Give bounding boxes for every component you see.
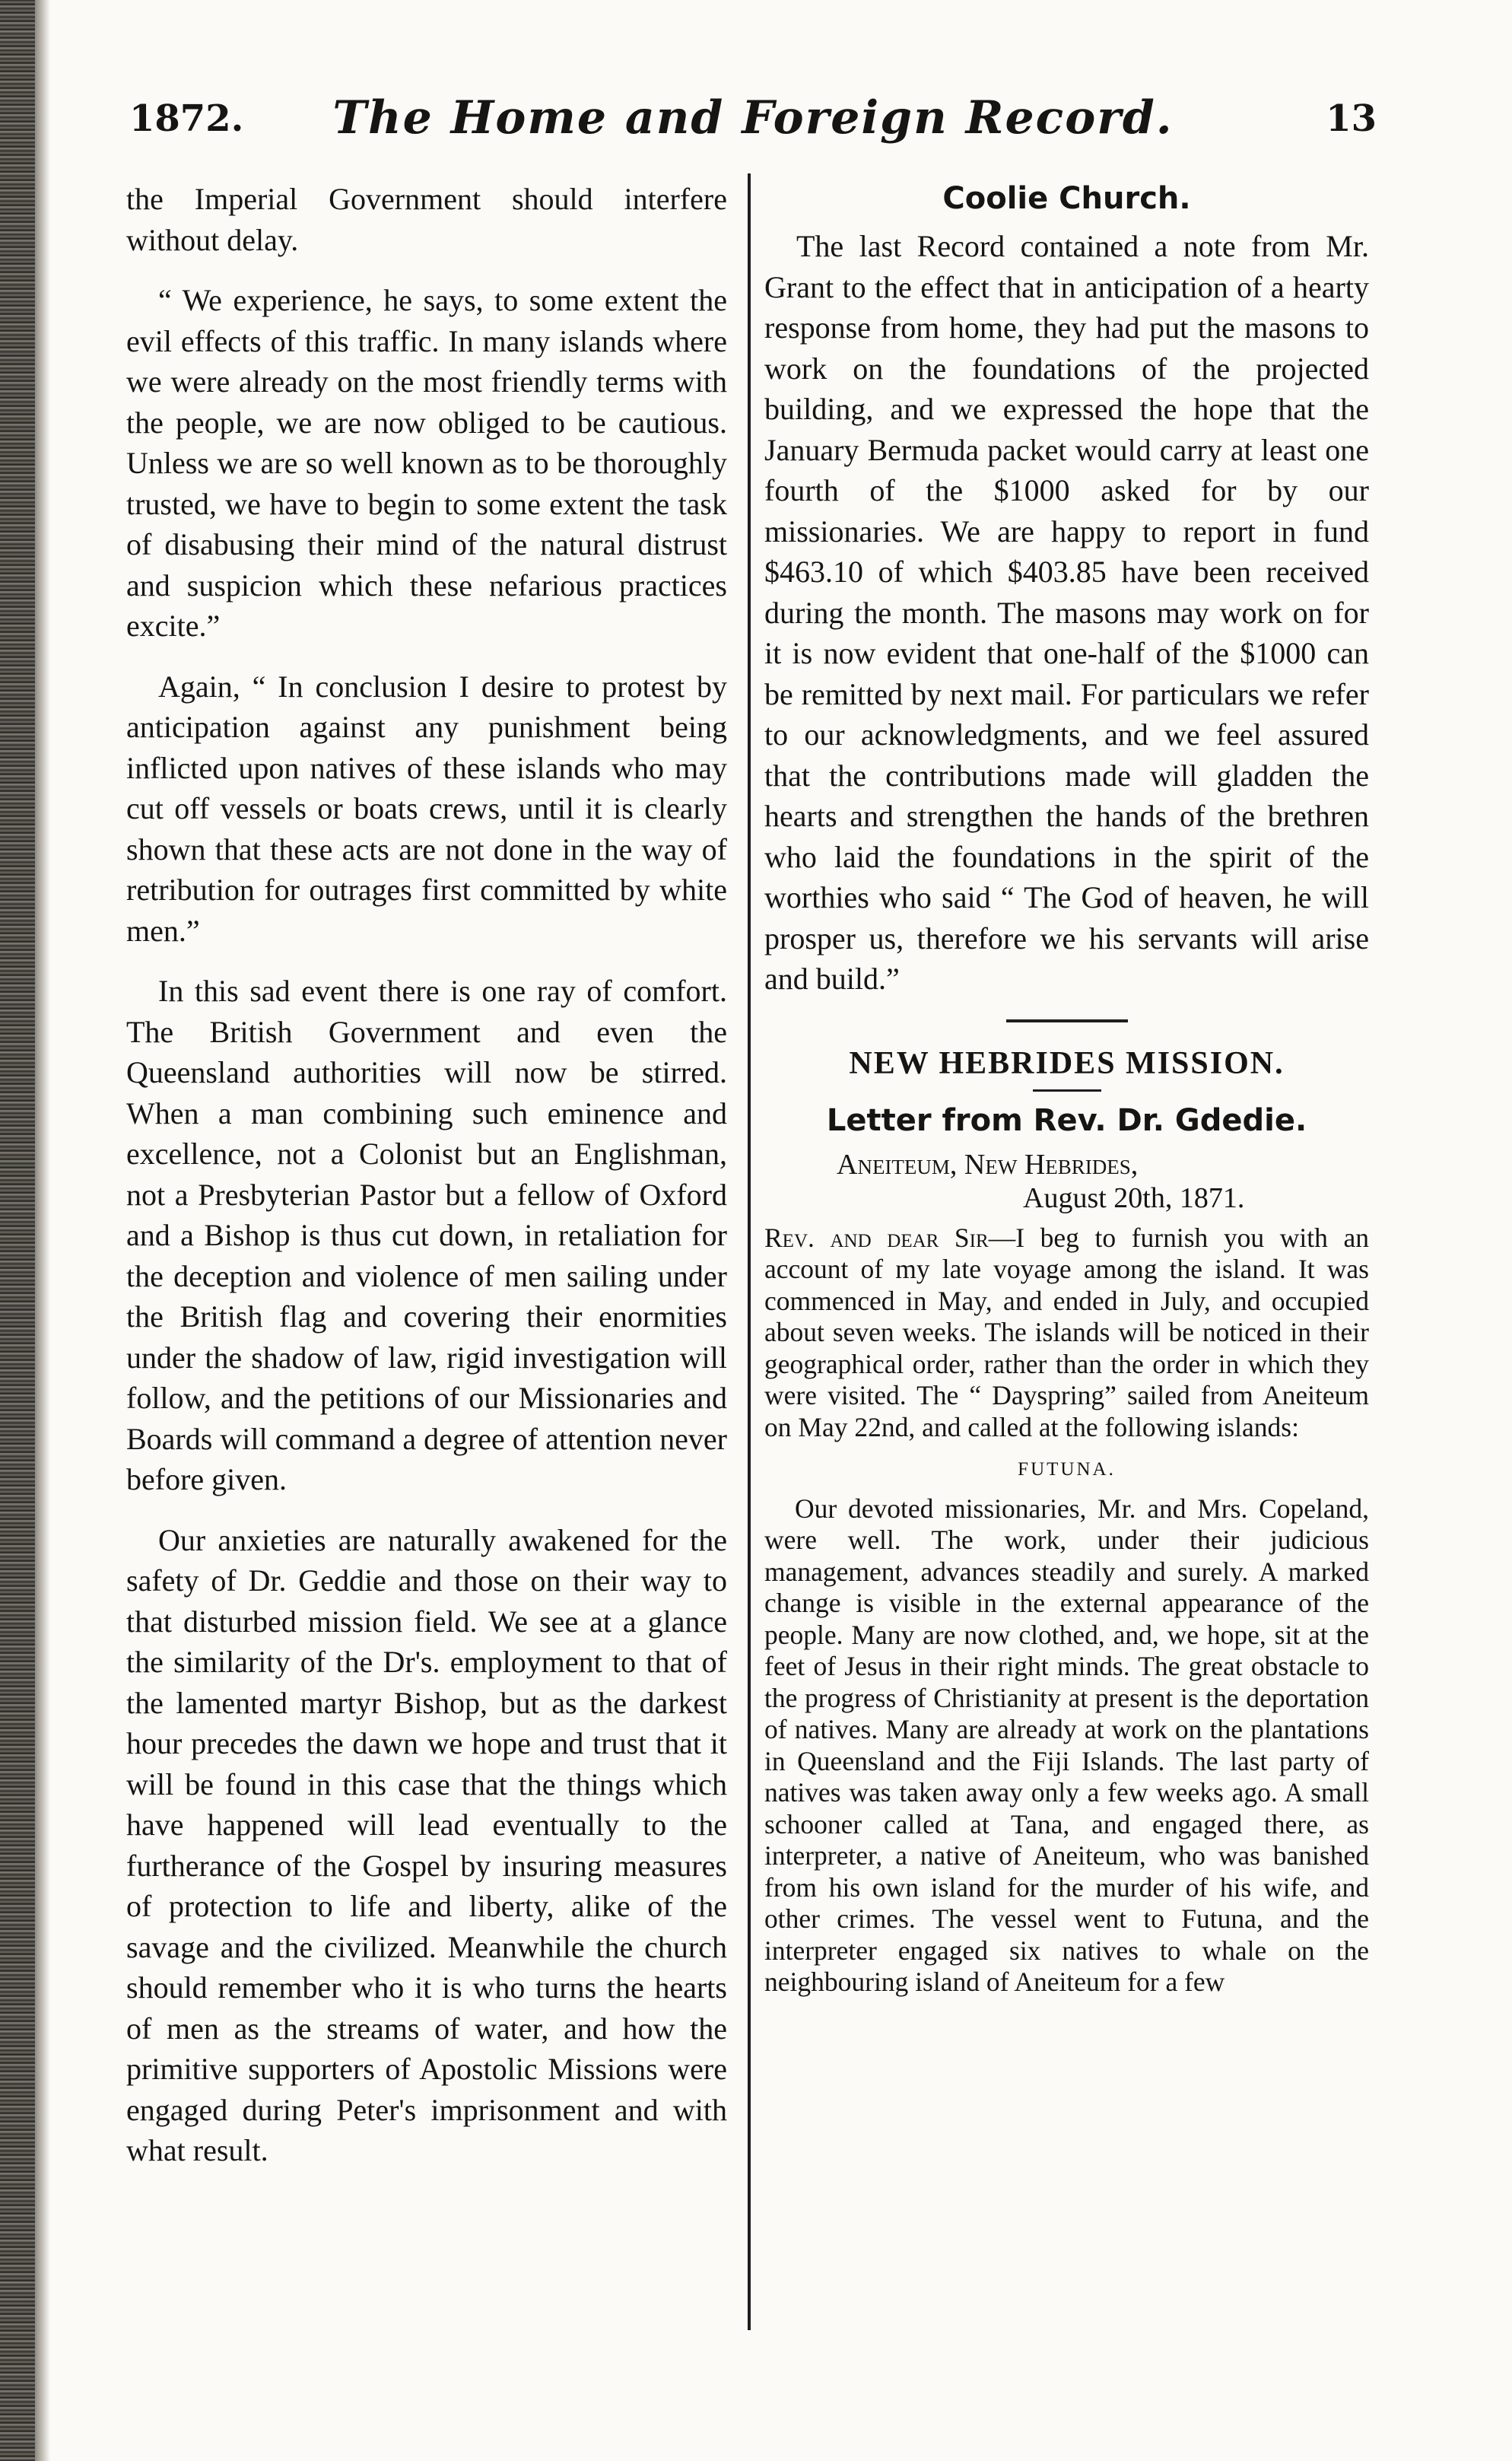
paragraph: In this sad event there is one ray of comfort. The British Government and even the Queensland authorities will now be stirred. When a man combining such eminence and excellence, not a Colonist but an Englishman, not a Presbyterian Pastor but a fellow of Oxford and a Bishop is thus cut down, in retaliation for the deception and violence of men sailing under the British flag and covering their enormities under the shadow of law, rigid investigation will follow, and the petitions of our Missionaries and Boards will command a degree of attention never before given. (126, 974, 727, 1496)
column-divider (748, 173, 751, 2330)
letter-intro: —I beg to furnish you with an account of my late voyage among the island. It was commenced in May, and ended in July, and occupied about seven weeks. The islands will be noticed in their geographical order, rather than the order in which they were visited. The “ Dayspring” sailed from Aneiteum on May 22nd, and called at the following islands: (764, 1222, 1369, 1442)
header-year: 1872. (129, 97, 244, 140)
paragraph: Our anxieties are naturally awakened for the safety of Dr. Geddie and those on their way to that disturbed mission field. We see at a glance the similarity of the Dr's. employment to that of the lamented martyr Bishop, but as the darkest hour precedes the dawn we hope and trust that it will be found in this case that the things which have happened will lead eventually to the furtherance of the Gospel by insuring measures of protection to life and liberty, alike of the savage and the civilized. Meanwhile the church should remember who it is who turns the hearts of men as the streams of water, and how the primitive supporters of Apostolic Missions were engaged during Peter's imprisonment and with what result. (126, 1522, 727, 2167)
paragraph: Again, “ In conclusion I desire to protest by anticipation against any punishment being inflicted upon natives of these islands who may cut off vessels or boats crews, until it is clearly shown that these acts are not done in the way of retribution for outrages first committed by white men.” (126, 669, 727, 948)
page-binding-edge (0, 0, 35, 2461)
salutation: Rev. and dear Sir (764, 1222, 989, 1253)
left-column (126, 179, 727, 2191)
dateline-date: August 20th, 1871. (1023, 1181, 1245, 1214)
section-heading-mission: NEW HEBRIDES MISSION. (849, 1045, 1285, 1081)
letter-paragraph (764, 1223, 1369, 1444)
section-rule (1033, 1089, 1101, 1092)
letter-body (764, 1223, 1369, 1998)
letter-heading: Letter from Rev. Dr. Gdedie. (826, 1102, 1307, 1138)
paragraph: “ We experience, he says, to some extent the evil effects of this traffic. In many islands where we were already on the most friendly terms with the people, we are now obliged to be cautious. Unless we are so well known as to be thoroughly trusted, we have to begin to some extent the task of disabusing their mind of the natural distrust and suspicion which these nefarious practices excite.” (126, 283, 727, 643)
section-heading-coolie-church: Coolie Church. (942, 181, 1191, 216)
paragraph: the Imperial Government should interfere without delay. (126, 182, 727, 257)
right-column (764, 179, 1369, 2006)
paragraph: The last Record contained a note from Mr. Grant to the effect that in anticipation of a hearty response from home, they had put the masons to work on the foundations of the projected building, and we expressed the hope that the January Bermuda packet would carry at least one fourth of the $1000 asked for by our missionaries. We are happy to report in fund $463.10 of which $403.85 have been received during the month. The masons may work on for it is now evident that one-half of the $1000 can be remitted by next mail. For particulars we refer to our acknowledgments, and we feel assured that the contributions made will gladden the hearts and strengthen the hands of the brethren who laid the foundations in the spirit of the worthies who said “ The God of heaven, he will prosper us, therefore we his servants will arise and build.” (764, 229, 1369, 996)
publication-title: The Home and Foreign Record. (332, 91, 1174, 145)
letter-dateline (764, 1148, 1369, 1215)
page-number: 13 (1326, 97, 1377, 140)
subheading-futuna: FUTUNA. (1018, 1459, 1116, 1480)
page-header (129, 91, 1377, 155)
section-rule (1006, 1019, 1128, 1022)
letter-paragraph: Our devoted missionaries, Mr. and Mrs. Copeland, were well. The work, under their judicious management, advances steadily and surely. A marked change is visible in the external appearance of the people. Many are now clothed, and, we hope, sit at the feet of Jesus in their right minds. The great obstacle to the progress of Christianity at present is the deportation of natives. Many are already at work on the plantations in Queensland and the Fiji Islands. The last party of natives was taken away only a few weeks ago. A small schooner called at Tana, and engaged there, as interpreter, a native of Aneiteum, who was banished from his own island for the murder of his wife, and other crimes. The vessel went to Futuna, and the interpreter engaged six natives to whale on the neighbouring island of Aneiteum for a few (764, 1493, 1369, 1997)
binding-shadow (35, 0, 50, 2461)
dateline-place: Aneiteum, New Hebrides, (837, 1148, 1139, 1181)
